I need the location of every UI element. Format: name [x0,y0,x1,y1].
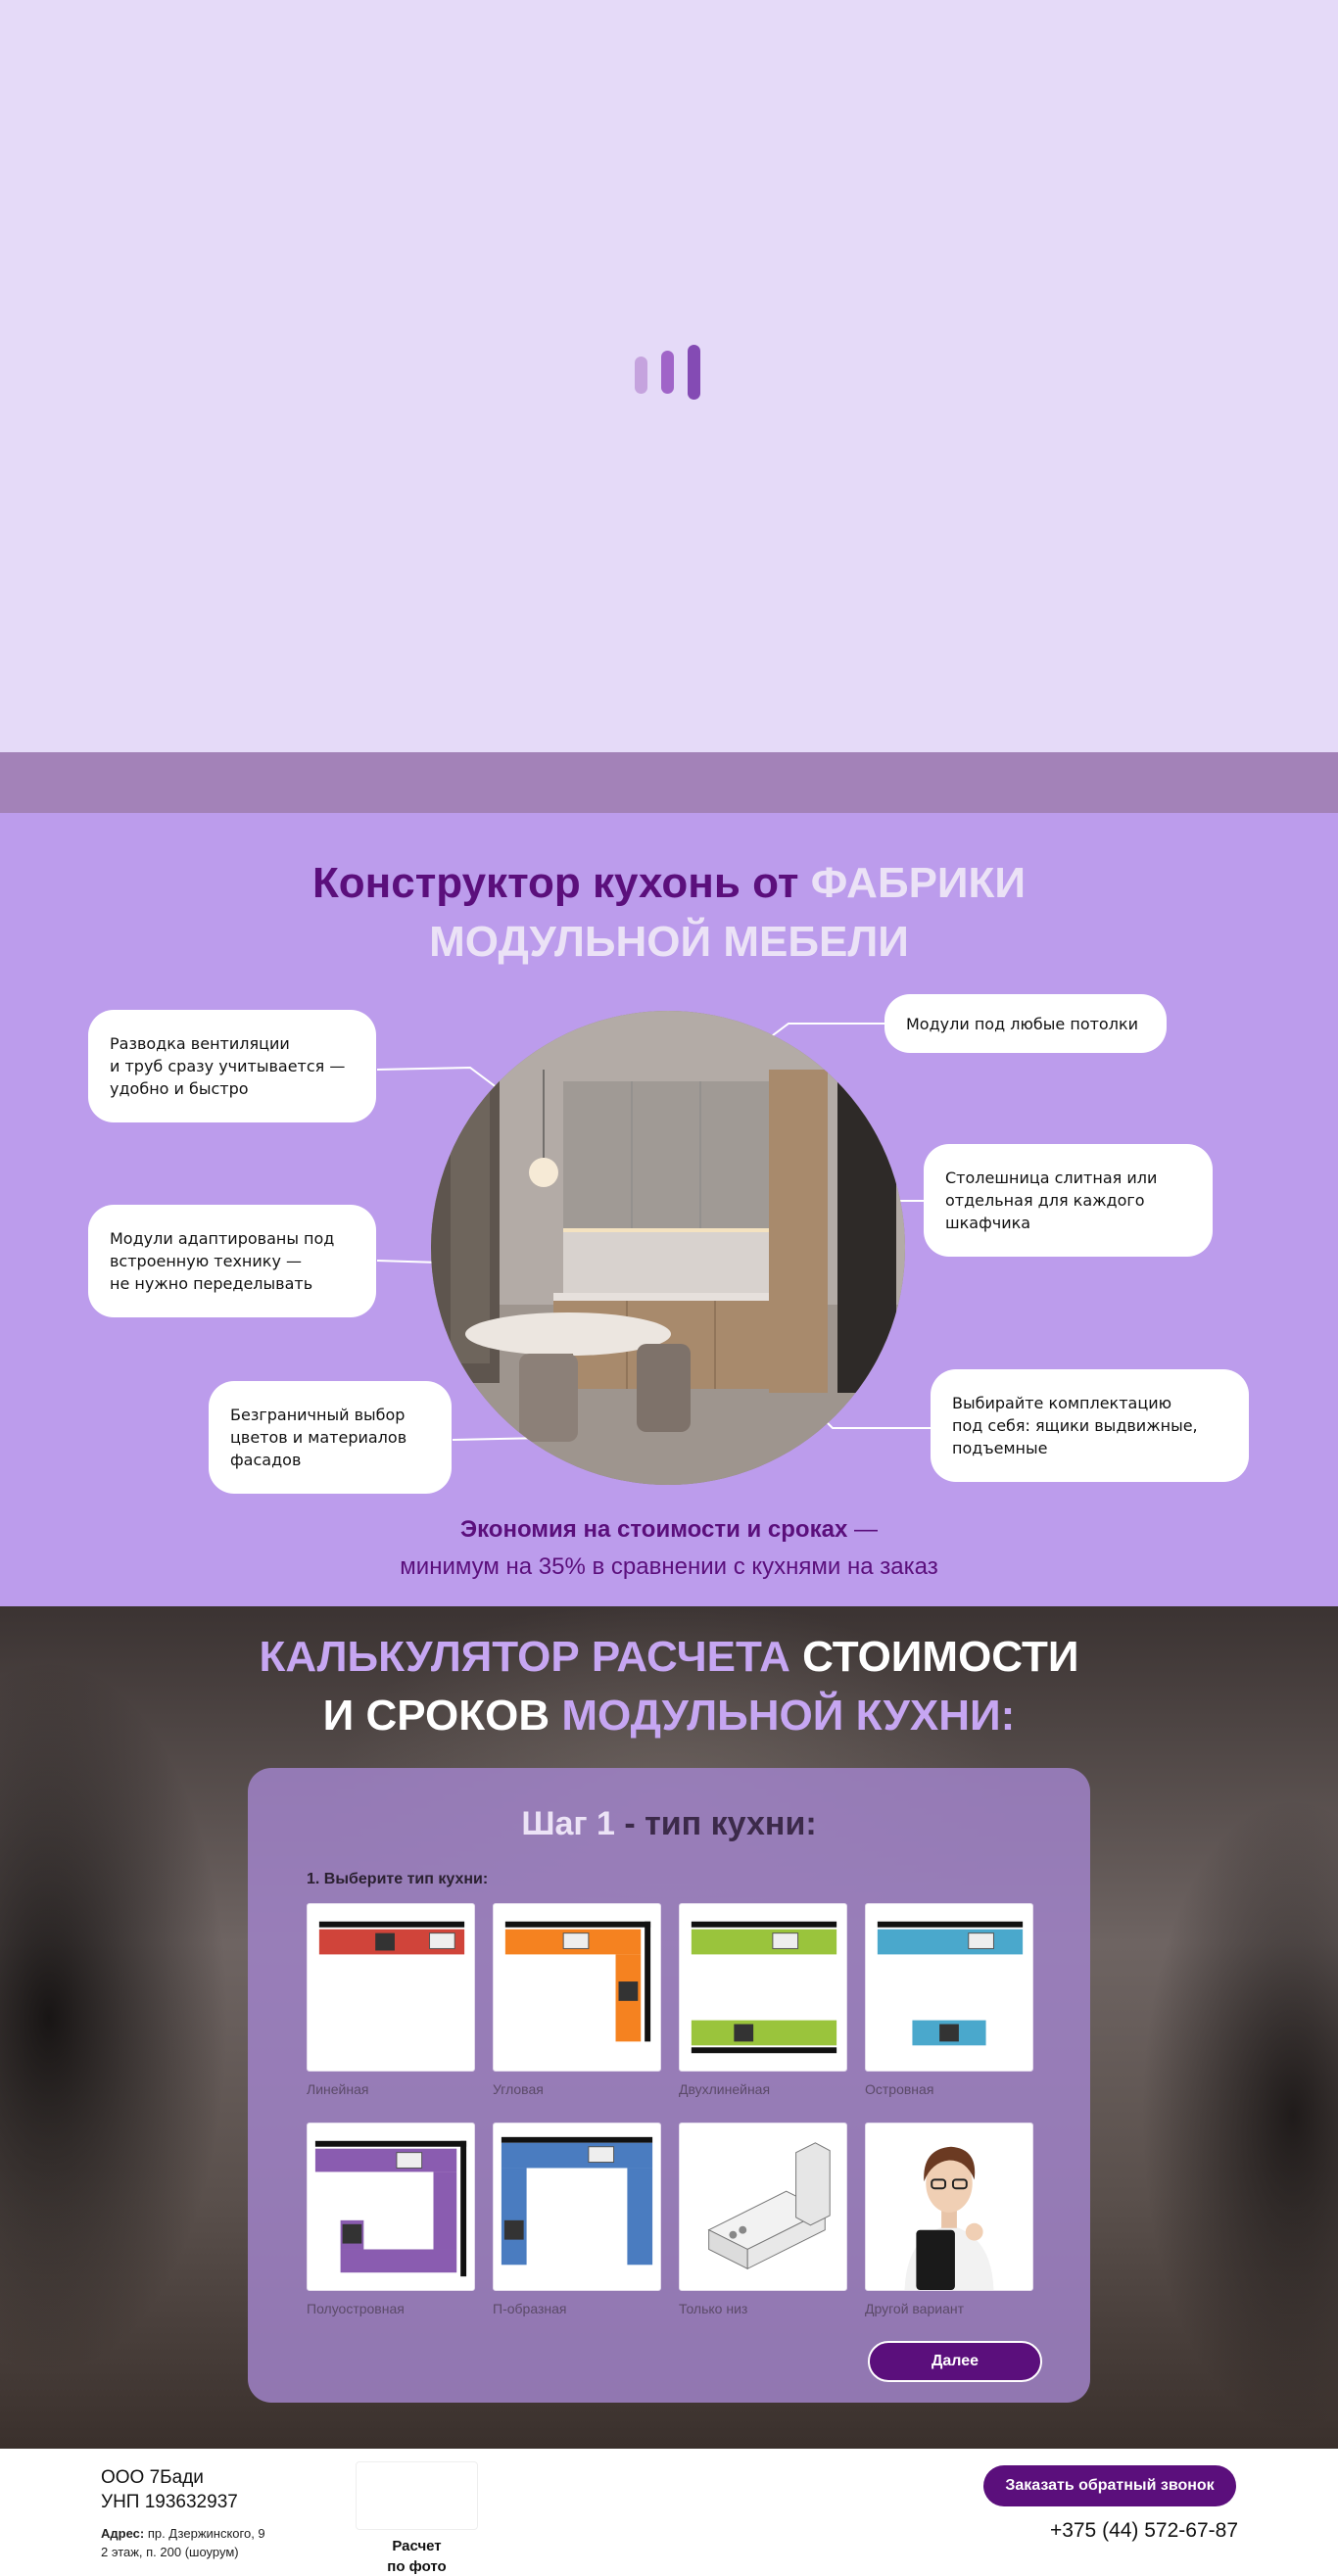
company-info [101,2465,238,2514]
option-u-shape[interactable] [493,2123,661,2316]
step-title: Шаг 1 - тип кухни: [521,1805,817,1842]
linear-layout-icon [308,1904,474,2071]
option-tile[interactable] [679,1903,847,2072]
phone-link[interactable]: +375 (44) 572-67-87 [1049,2519,1238,2542]
option-label: Островная [865,2081,934,2097]
peninsula-layout-icon [308,2123,474,2290]
photo-calc-thumbnail[interactable] [356,2461,478,2530]
title-highlight: МОДУЛЬНОЙ МЕБЕЛИ [429,918,909,966]
option-other[interactable] [865,2123,1033,2316]
savings-subline: минимум на 35% в сравнении с кухнями на заказ [400,1553,938,1580]
constructor-section [0,813,1338,1606]
footer [0,2449,1338,2576]
callout-ventilation: Разводка вентиляции и труб сразу учитывается — удобно и быстро [88,1010,376,1122]
title-highlight: ФАБРИКИ [810,859,1027,907]
next-button[interactable]: Далее [868,2341,1042,2382]
loading-bar [635,357,647,394]
option-peninsula[interactable] [307,2123,475,2316]
calculator-card [248,1768,1090,2403]
company-unp: УНП 193632937 [101,2492,238,2512]
company-address: Адрес: пр. Дзержинского, 9 2 этаж, п. 200 (шоурум) [101,2526,265,2559]
option-tile[interactable] [865,2123,1033,2291]
option-bottom-only[interactable] [679,2123,847,2316]
option-label: Линейная [307,2081,369,2097]
loading-bar [688,345,700,400]
option-tile[interactable] [865,1903,1033,2072]
calculator-title: КАЛЬКУЛЯТОР РАСЧЕТА СТОИМОСТИ И СРОКОВ МОДУЛЬНОЙ КУХНИ: [259,1633,1079,1740]
callout-ceilings: Модули под любые потолки [884,994,1167,1053]
calculator-section [0,1606,1338,2449]
kitchen-photo [431,1011,905,1485]
option-linear[interactable] [307,1903,475,2097]
kitchen-illustration [431,1011,905,1485]
option-label: П-образная [493,2301,567,2316]
u-shape-layout-icon [494,2123,660,2290]
option-corner[interactable] [493,1903,661,2097]
option-tile[interactable] [493,1903,661,2072]
corner-layout-icon [494,1904,660,2071]
constructor-title [0,854,1338,972]
loading-indicator [635,345,703,404]
loading-bar [661,351,674,394]
callout-countertop: Столешница слитная или отдельная для каждого шкафчика [924,1144,1213,1257]
option-tile[interactable] [307,1903,475,2072]
option-label: Угловая [493,2081,544,2097]
callout-equipment: Выбирайте комплектацию под себя: ящики выдвижные, подъемные [931,1369,1249,1482]
photo-calc-link[interactable]: Расчет по фото [387,2538,447,2575]
company-name: ООО 7Бади [101,2467,204,2488]
callout-colors: Безграничный выбор цветов и материалов фасадов [209,1381,452,1494]
question-label: 1. Выберите тип кухни: [307,1871,489,1887]
island-layout-icon [866,1904,1032,2071]
callback-button[interactable]: Заказать обратный звонок [983,2465,1236,2506]
callout-modules: Модули адаптированы под встроенную технику — не нужно переделывать [88,1205,376,1317]
loading-screen [0,0,1338,752]
option-label: Другой вариант [865,2301,965,2316]
option-tile[interactable] [493,2123,661,2291]
option-label: Двухлинейная [679,2081,771,2097]
option-label: Полуостровная [307,2301,405,2316]
option-island[interactable] [865,1903,1033,2097]
savings-headline: Экономия на стоимости и сроках — [460,1516,878,1543]
divider-strip [0,752,1338,813]
bottom-only-layout-icon [680,2123,846,2290]
two-line-layout-icon [680,1904,846,2071]
option-two-line[interactable] [679,1903,847,2097]
option-label: Только низ [679,2301,748,2316]
consultant-photo [866,2123,1032,2290]
option-tile[interactable] [679,2123,847,2291]
title-text: Конструктор кухонь от [311,859,799,907]
option-tile[interactable] [307,2123,475,2291]
